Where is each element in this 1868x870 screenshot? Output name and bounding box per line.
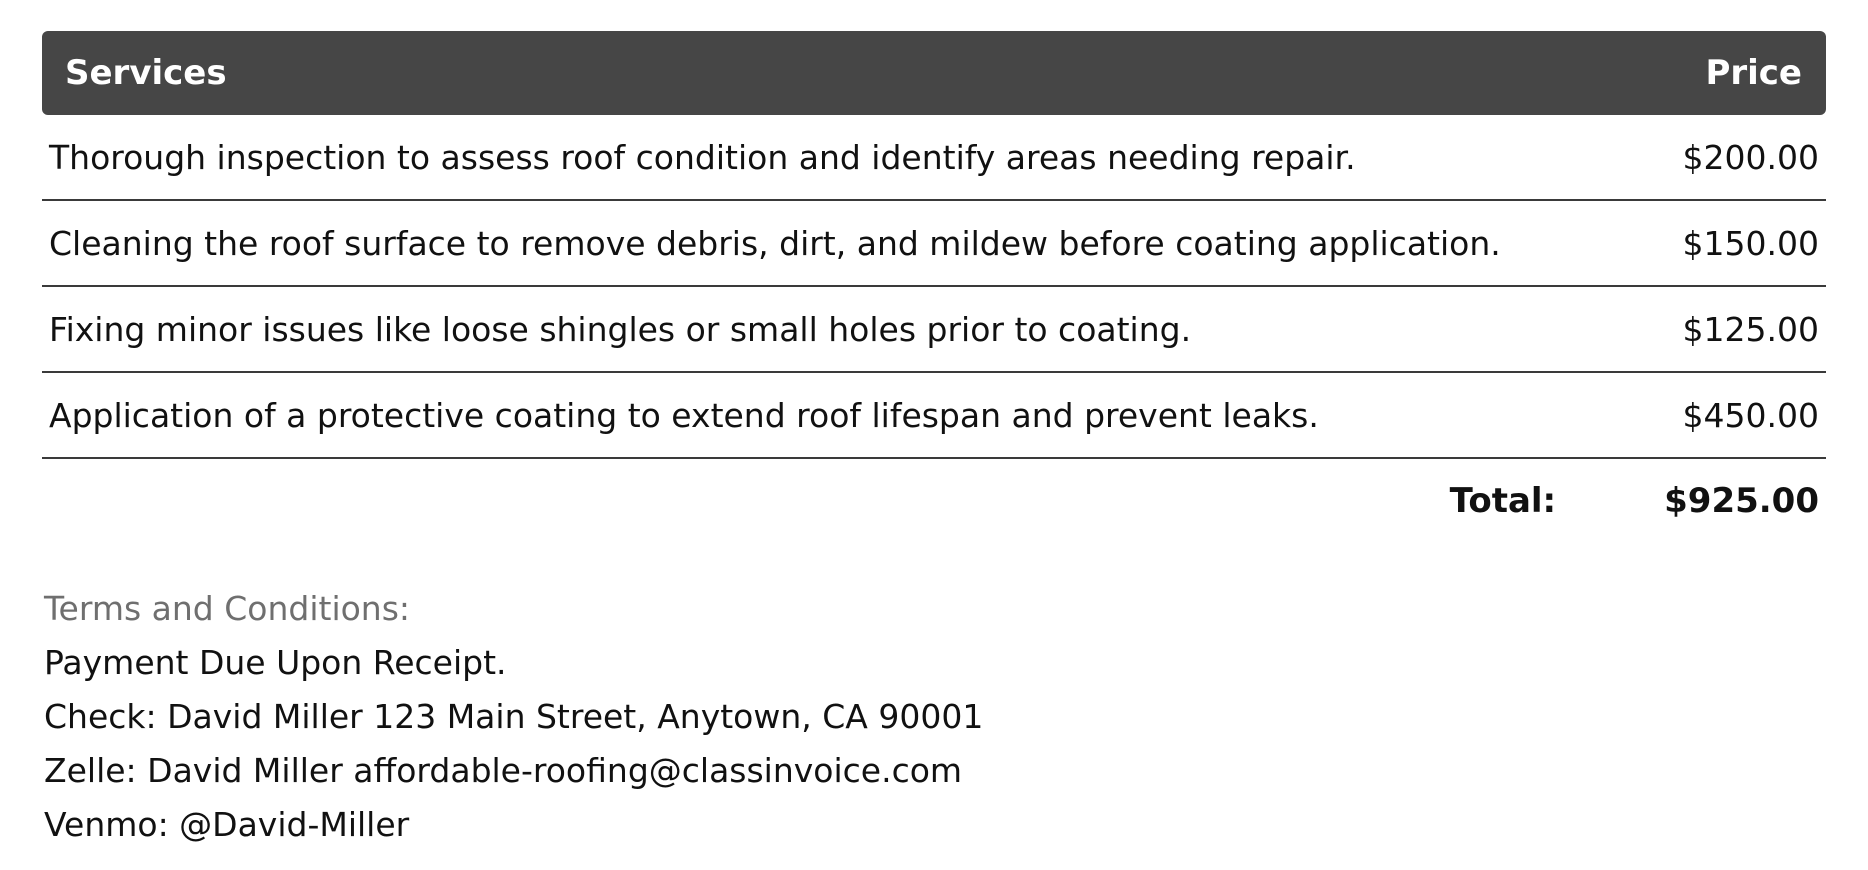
table-row (42, 115, 1826, 201)
terms-payment-due: Payment Due Upon Receipt. (44, 643, 507, 682)
service-price: $125.00 (1682, 309, 1819, 349)
service-price: $200.00 (1682, 137, 1819, 177)
table-row (42, 373, 1826, 459)
table-row (42, 201, 1826, 287)
service-description: Thorough inspection to assess roof condition and identify areas needing repair. (49, 137, 1356, 177)
services-table (42, 31, 1826, 543)
price-column-header: Price (1705, 53, 1802, 93)
service-price: $150.00 (1682, 223, 1819, 263)
terms-venmo-info: Venmo: @David-Miller (44, 805, 410, 844)
total-label: Total: (1449, 481, 1557, 521)
table-row (42, 287, 1826, 373)
service-price: $450.00 (1682, 395, 1819, 435)
service-description: Cleaning the roof surface to remove debris, dirt, and mildew before coating application. (49, 223, 1501, 263)
terms-check-info: Check: David Miller 123 Main Street, Anytown, CA 90001 (44, 697, 984, 736)
service-description: Fixing minor issues like loose shingles or small holes prior to coating. (49, 309, 1192, 349)
terms-title: Terms and Conditions: (44, 589, 411, 628)
total-row (42, 459, 1826, 543)
service-description: Application of a protective coating to extend roof lifespan and prevent leaks. (49, 395, 1319, 435)
table-header (42, 31, 1826, 115)
terms-zelle-info: Zelle: David Miller affordable-roofing@classinvoice.com (44, 751, 963, 790)
terms-section (44, 582, 983, 852)
total-value: $925.00 (1664, 481, 1819, 521)
services-column-header: Services (65, 53, 227, 93)
